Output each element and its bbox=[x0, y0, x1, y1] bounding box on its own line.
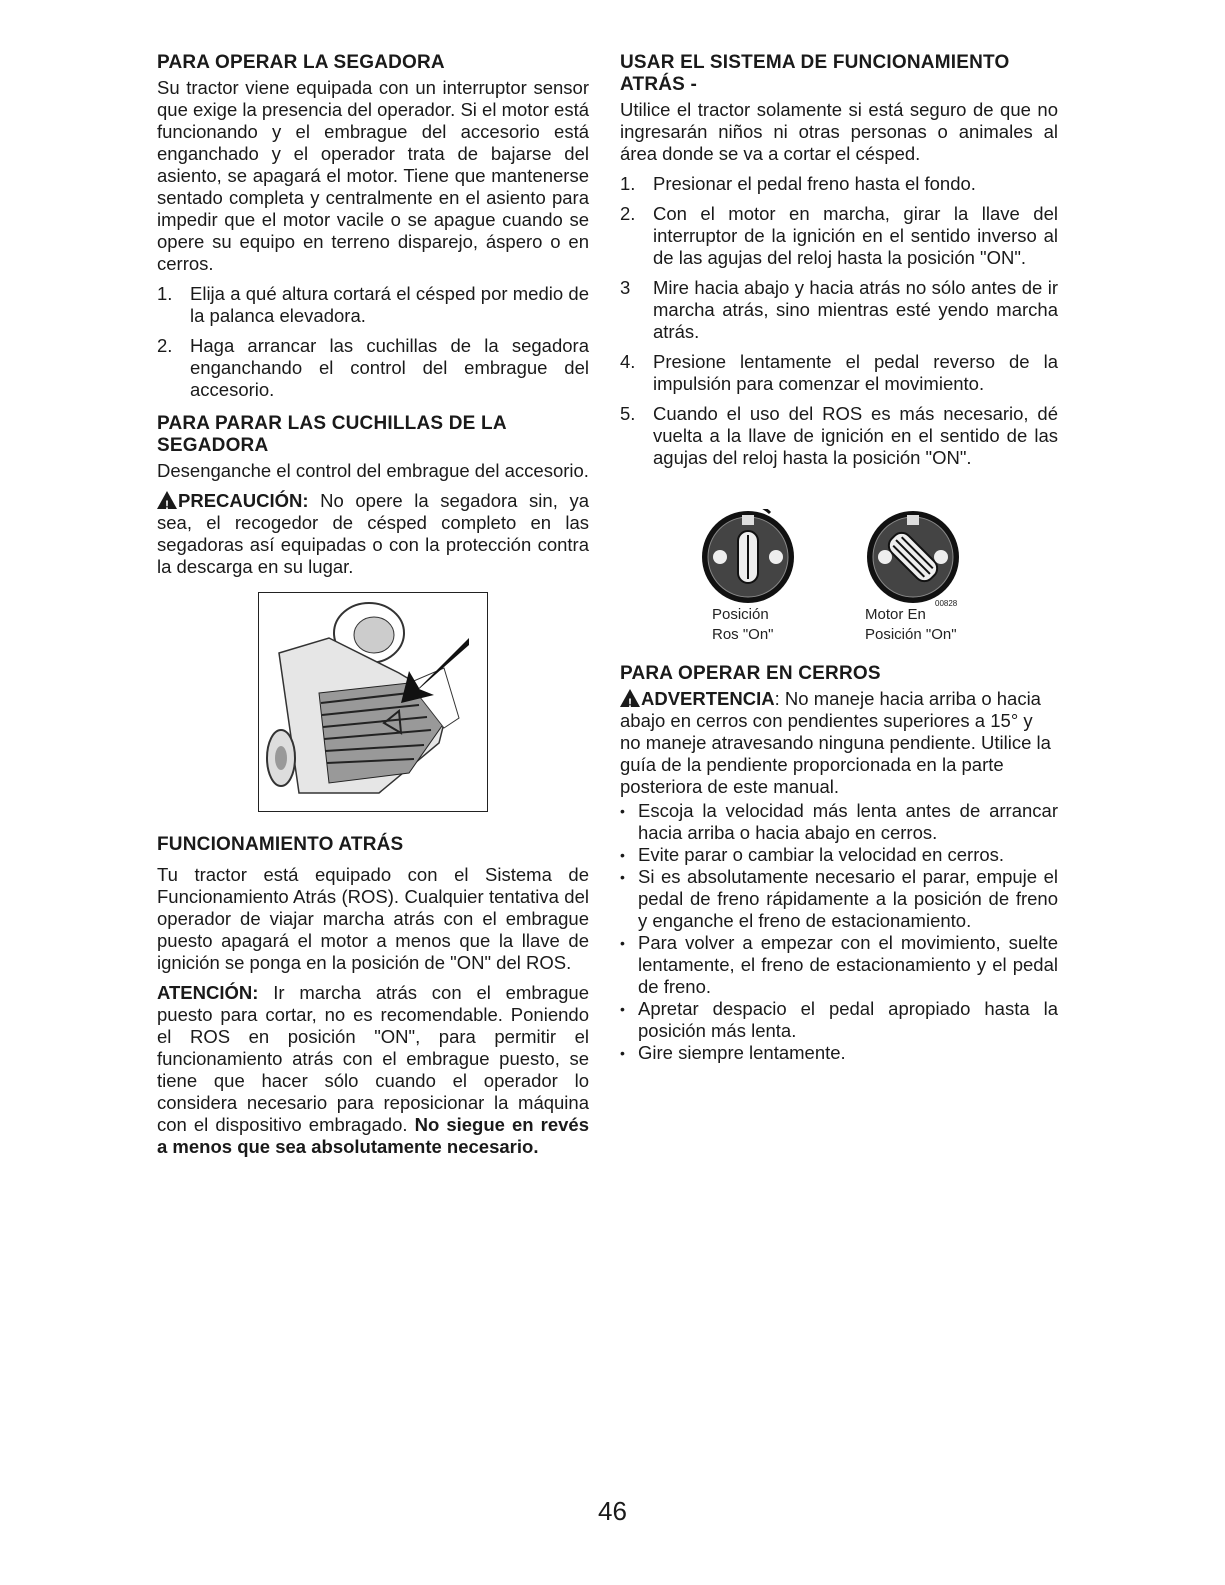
numbered-list bbox=[620, 173, 1058, 469]
section-title-usar-sistema: USAR EL SISTEMA DE FUNCIONAMIENTO ATRÁS - bbox=[620, 52, 1010, 95]
caution-paragraph: !PRECAUCIÓN: No opere la segadora sin, ya sea, el recogedor de césped completo en las segadoras así equipadas o con la protección contra la descarga en su lugar. bbox=[157, 490, 589, 578]
figure-code: 00828 bbox=[935, 599, 958, 608]
list-item: • Para volver a empezar con el movimiento, suelte lentamente, el freno de estacionamiento y el pedal de freno. bbox=[620, 932, 1058, 998]
dial-caption-ros: Posición Ros "On" bbox=[712, 606, 774, 643]
list-item: 3 Mire hacia abajo y hacia atrás no sólo antes de ir marcha atrás, sino mientras esté yendo marcha atrás. bbox=[620, 277, 1058, 342]
list-item: 4. Presione lentamente el pedal reverso de la impulsión para comenzar el movimiento. bbox=[620, 351, 1058, 394]
list-item: 2. Haga arrancar las cuchillas de la segadora enganchando el control del embrague del accesorio. bbox=[157, 335, 589, 400]
bullet-list bbox=[620, 800, 1058, 1064]
warning-triangle-icon bbox=[620, 689, 640, 707]
warning-triangle-icon bbox=[157, 491, 177, 509]
section-title-operar-segadora: PARA OPERAR LA SEGADORA bbox=[157, 52, 445, 73]
section-title-operar-cerros: PARA OPERAR EN CERROS bbox=[620, 663, 881, 684]
list-item: • Si es absolutamente necesario el parar, empuje el pedal de freno rápidamente a la posición de freno y enganche el freno de estacionamiento. bbox=[620, 866, 1058, 932]
warning-paragraph: !ADVERTENCIA: No maneje hacia arriba o hacia abajo en cerros con pendientes superiores a 15° y no maneje atravesando ninguna pendiente. Utilice la guía de la pendiente proporcionada en la parte posteriora de este manual. bbox=[620, 688, 1058, 798]
ignition-dial-figure bbox=[620, 487, 1058, 643]
mower-discharge-illustration bbox=[258, 592, 488, 812]
right-column bbox=[620, 52, 1058, 1072]
ignition-ros-on-icon bbox=[700, 509, 796, 605]
list-item: 5. Cuando el uso del ROS es más necesario, dé vuelta a la llave de ignición en el sentido de las agujas del reloj hasta la posición "ON". bbox=[620, 403, 1058, 468]
list-item: 2. Con el motor en marcha, girar la llave del interruptor de la ignición en el sentido inverso al de las agujas del reloj hasta la posición "ON". bbox=[620, 203, 1058, 268]
section-title-funcionamiento-atras: FUNCIONAMIENTO ATRÁS bbox=[157, 834, 404, 855]
list-item: 1. Presionar el pedal freno hasta el fondo. bbox=[620, 173, 976, 194]
section-title-parar-cuchillas: PARA PARAR LAS CUCHILLAS DE LA SEGADORA bbox=[157, 413, 507, 456]
list-item: 1. Elija a qué altura cortará el césped por medio de la palanca elevadora. bbox=[157, 283, 589, 326]
paragraph: Tu tractor está equipado con el Sistema de Funcionamiento Atrás (ROS). Cualquier tentativa del operador de viajar marcha atrás con el embrague puesto apagará el motor a menos que la llave de ignición se ponga en la posición de "ON" del ROS. bbox=[157, 864, 589, 973]
list-item: • Gire siempre lentamente. bbox=[620, 1042, 1058, 1064]
paragraph: Utilice el tractor solamente si está seguro de que no ingresarán niños ni otras personas o animales al área donde se va a cortar el césped. bbox=[620, 99, 1058, 164]
attention-paragraph: ATENCIÓN: Ir marcha atrás con el embrague puesto para cortar, no es recomendable. Poniendo el ROS en posición "ON", para permitir el funcionamiento atrás con el embrague puesto, se tiene que hacer sólo cuando el operador lo considera necesario para reposicionar la máquina con el dispositivo embragado. No siegue en revés a menos que sea absolutamente necesario. bbox=[157, 982, 589, 1157]
numbered-list bbox=[157, 283, 589, 401]
list-item: • Escoja la velocidad más lenta antes de arrancar hacia arriba o hacia abajo en cerros. bbox=[620, 800, 1058, 844]
page-number: 46 bbox=[598, 1496, 627, 1526]
paragraph: Desenganche el control del embrague del accesorio. bbox=[157, 460, 589, 481]
list-item: • Apretar despacio el pedal apropiado hasta la posición más lenta. bbox=[620, 998, 1058, 1042]
left-column bbox=[157, 52, 589, 1166]
dial-caption-motor: Motor En Posición "On" bbox=[865, 606, 957, 643]
paragraph: Su tractor viene equipada con un interruptor sensor que exige la presencia del operador. Si el motor está funcionando y el embrague del accesorio está enganchado y el operador trata de bajarse del asiento, se apagará el motor. Tiene que mantenerse sentado completa y centralmente en el asiento para impedir que el motor vacile o se apague cuando se opere su equipo en terreno disparejo, áspero o en cerros. bbox=[157, 77, 589, 274]
ignition-motor-on-icon bbox=[865, 509, 961, 605]
list-item: • Evite parar o cambiar la velocidad en cerros. bbox=[620, 844, 1058, 866]
